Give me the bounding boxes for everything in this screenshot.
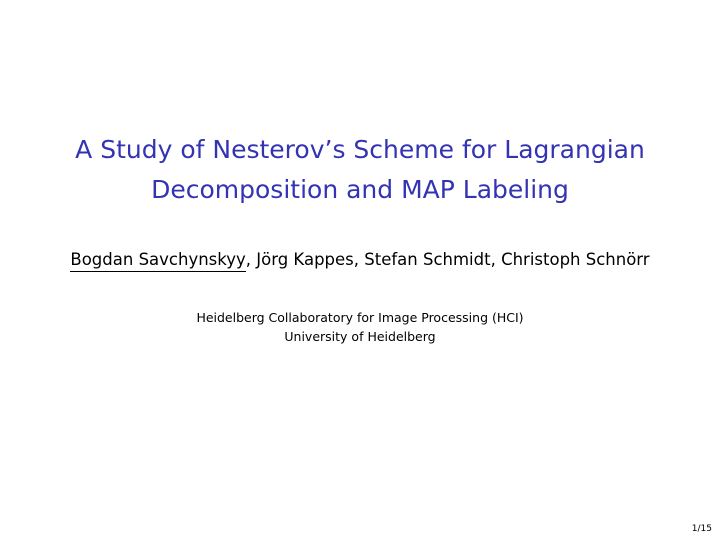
title-line-1: A Study of Nesterov’s Scheme for Lagrangian xyxy=(75,135,645,164)
co-authors: , Jörg Kappes, Stefan Schmidt, Christoph Schnörr xyxy=(245,250,650,269)
presenting-author: Bogdan Savchynskyy xyxy=(70,249,245,272)
affiliation-institute: Heidelberg Collaboratory for Image Processing (HCI) xyxy=(196,310,524,325)
affiliation-university: University of Heidelberg xyxy=(284,329,436,344)
page-number: 1/15 xyxy=(691,524,712,534)
slide-title xyxy=(0,130,720,210)
affiliation xyxy=(0,308,720,346)
title-line-2: Decomposition and MAP Labeling xyxy=(151,175,569,204)
author-list xyxy=(0,248,720,272)
